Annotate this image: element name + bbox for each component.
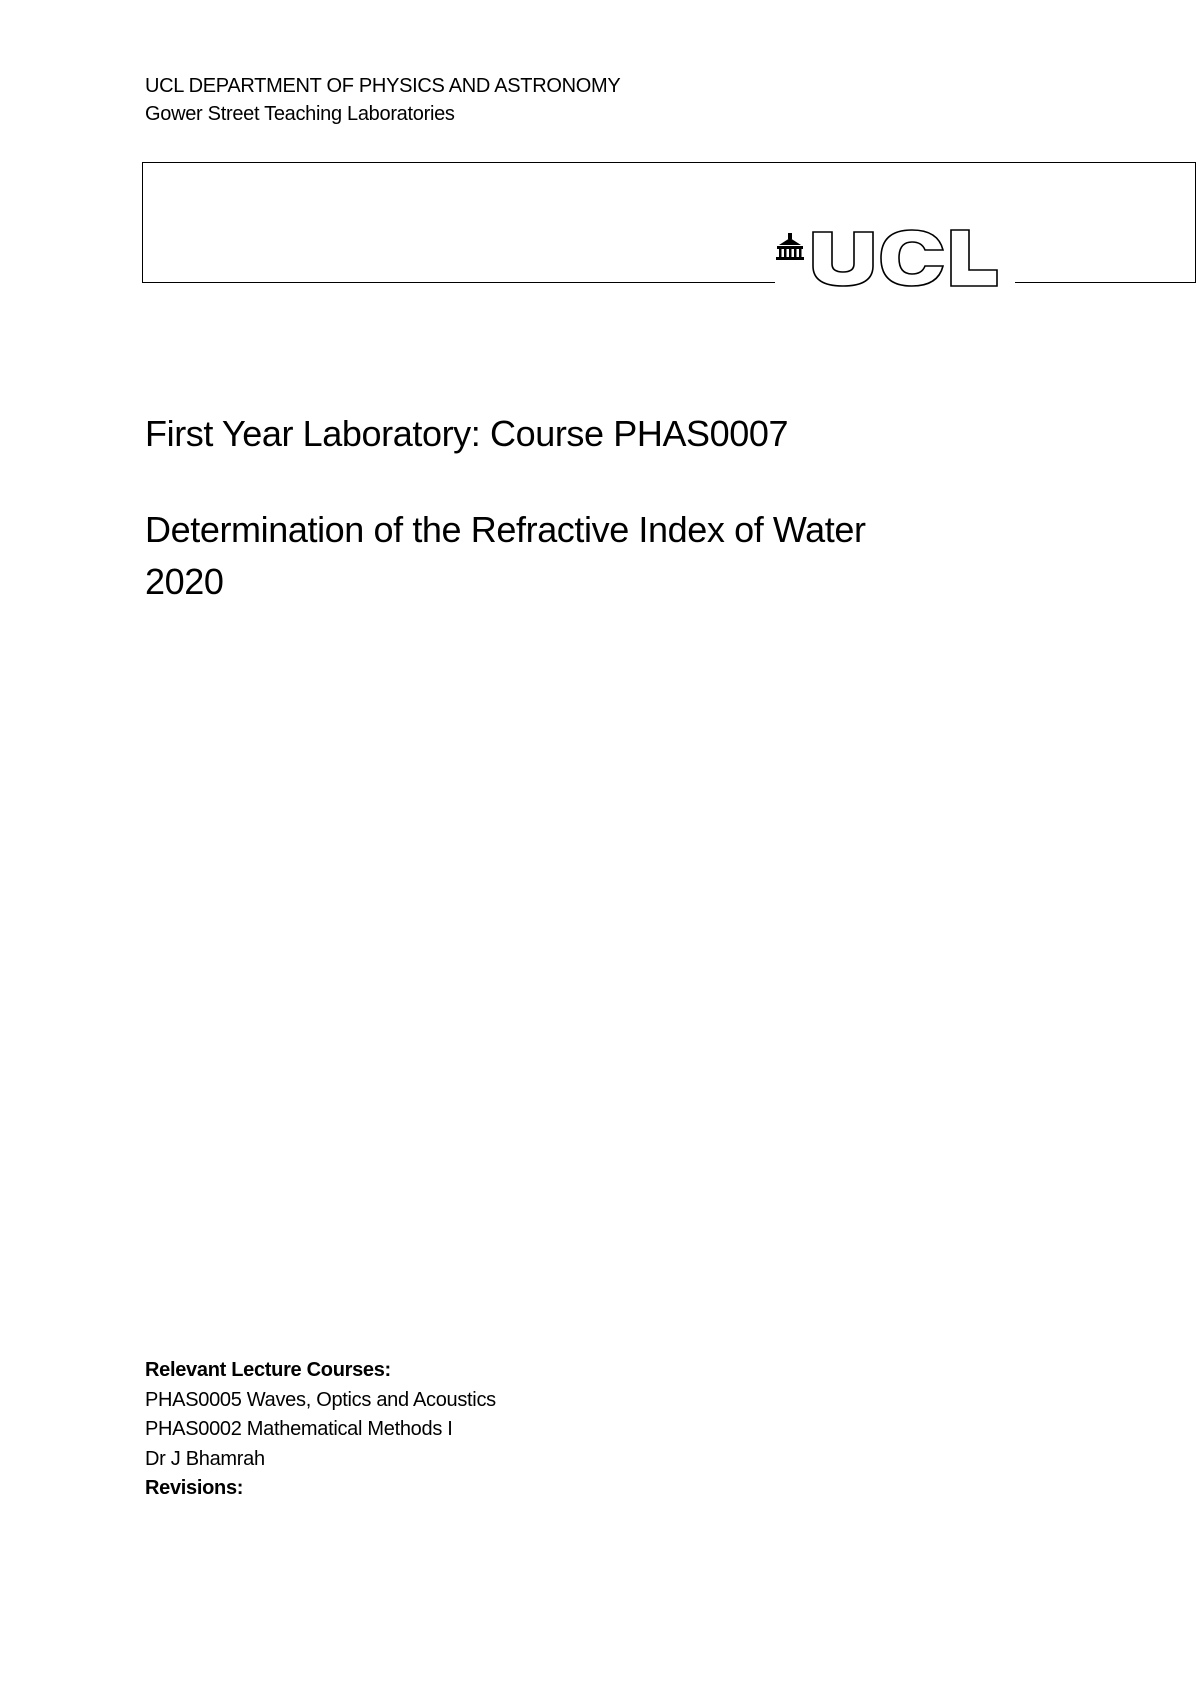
- ucl-logo-graphic: [775, 228, 1015, 288]
- laboratories-name: Gower Street Teaching Laboratories: [145, 103, 455, 125]
- logo-letter-u: [813, 232, 873, 286]
- lecture-course-item: PHAS0005 Waves, Optics and Acoustics: [145, 1388, 496, 1411]
- title-block: [145, 408, 866, 608]
- document-year: 2020: [145, 561, 224, 602]
- portico-icon: [776, 233, 804, 260]
- revisions-heading: Revisions:: [145, 1477, 244, 1499]
- relevant-courses-heading: Relevant Lecture Courses:: [145, 1359, 391, 1381]
- department-header: [145, 72, 620, 128]
- experiment-title: Determination of the Refractive Index of Water: [145, 509, 866, 550]
- header-banner: [142, 162, 1196, 283]
- author-name: Dr J Bhamrah: [145, 1447, 265, 1470]
- logo-letter-l: [951, 230, 997, 286]
- course-info: [145, 1356, 496, 1504]
- logo-letter-c: [881, 230, 943, 286]
- department-name: UCL DEPARTMENT OF PHYSICS AND ASTRONOMY: [145, 75, 621, 97]
- course-title: First Year Laboratory: Course PHAS0007: [145, 413, 789, 454]
- lecture-course-item: PHAS0002 Mathematical Methods I: [145, 1418, 453, 1440]
- ucl-logo: [775, 228, 1015, 288]
